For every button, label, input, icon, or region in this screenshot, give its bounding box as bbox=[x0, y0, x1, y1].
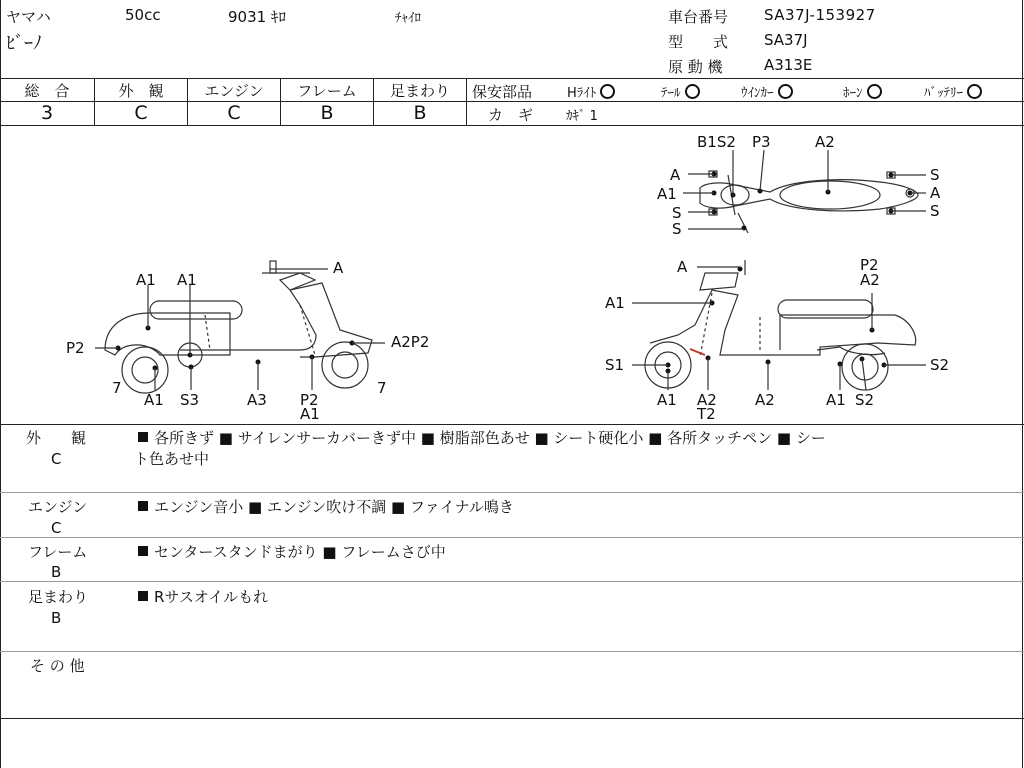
svg-text:A2: A2 bbox=[755, 391, 775, 409]
grade-label-engine: エンジン bbox=[204, 82, 264, 100]
rule-header-bottom bbox=[0, 78, 1024, 79]
svg-text:A2P2: A2P2 bbox=[391, 333, 430, 351]
safety-item-headlight: Hﾗｲﾄ bbox=[567, 82, 615, 101]
note-text-exterior-cont: ト色あせ中 bbox=[134, 450, 210, 468]
svg-text:A1: A1 bbox=[826, 391, 846, 409]
svg-text:P2: P2 bbox=[300, 391, 319, 409]
ok-mark-icon bbox=[778, 84, 793, 99]
rule-note4 bbox=[0, 651, 1024, 652]
svg-text:B1S2: B1S2 bbox=[697, 133, 736, 151]
svg-text:P2: P2 bbox=[860, 256, 879, 274]
engine-label: 原 動 機 bbox=[668, 58, 723, 76]
grade-label-exterior: 外 観 bbox=[118, 82, 164, 100]
color: ﾁｬｲﾛ bbox=[395, 11, 421, 26]
svg-text:A1: A1 bbox=[144, 391, 164, 409]
svg-text:A3: A3 bbox=[247, 391, 267, 409]
svg-text:P3: P3 bbox=[752, 133, 771, 151]
rule-note3 bbox=[0, 581, 1024, 582]
right-view-leaders bbox=[632, 267, 926, 390]
svg-text:S1: S1 bbox=[605, 356, 625, 374]
grade-label-overall: 総 合 bbox=[24, 82, 70, 100]
mileage: 9031 ｷﾛ bbox=[228, 8, 286, 26]
rule-safety-mid bbox=[466, 101, 1024, 102]
bullet-icon bbox=[138, 546, 148, 556]
svg-text:A2: A2 bbox=[697, 391, 717, 409]
note-text-frame: センタースタンドまがり ■ フレームさび中 bbox=[138, 541, 446, 563]
ok-mark-icon bbox=[685, 84, 700, 99]
svg-text:P2: P2 bbox=[66, 339, 85, 357]
left-view-labels bbox=[66, 259, 429, 423]
note-text-exterior: 各所きず ■ サイレンサーカバーきず中 ■ 樹脂部色あせ ■ シート硬化小 ■ 各所タッチペン ■ シー bbox=[138, 427, 826, 449]
svg-text:S3: S3 bbox=[180, 391, 200, 409]
note-grade-frame: B bbox=[51, 563, 62, 581]
top-view-points bbox=[712, 172, 913, 231]
rule-v5 bbox=[466, 78, 467, 125]
ok-mark-icon bbox=[867, 84, 882, 99]
grade-value-suspension: B bbox=[413, 102, 427, 124]
displacement: 50cc bbox=[125, 6, 161, 24]
top-view-leaders bbox=[683, 150, 926, 229]
bullet-icon bbox=[138, 501, 148, 511]
grade-label-suspension: 足まわり bbox=[389, 82, 450, 100]
rule-note5 bbox=[0, 718, 1024, 719]
svg-text:A1: A1 bbox=[136, 271, 156, 289]
ok-mark-icon bbox=[600, 84, 615, 99]
svg-text:A: A bbox=[930, 184, 941, 202]
svg-text:S2: S2 bbox=[855, 391, 875, 409]
engine-value: A313E bbox=[764, 56, 813, 74]
right-view-labels bbox=[605, 256, 949, 423]
right-view-points bbox=[666, 267, 887, 374]
model-name: ﾋﾞｰﾉ bbox=[6, 33, 42, 54]
note-grade-engine: C bbox=[51, 519, 62, 537]
safety-item-winker: ｳｲﾝｶｰ bbox=[741, 82, 793, 101]
svg-text:A1: A1 bbox=[657, 391, 677, 409]
key-label: カ ギ bbox=[488, 106, 534, 124]
note-text-suspension: Rサスオイルもれ bbox=[138, 586, 268, 608]
safety-item-horn: ﾎｰﾝ bbox=[843, 82, 882, 101]
grade-value-engine: C bbox=[227, 102, 241, 124]
svg-text:A1: A1 bbox=[657, 185, 677, 203]
note-label-suspension: 足まわり bbox=[28, 588, 89, 606]
rule-note2 bbox=[0, 537, 1024, 538]
maker: ヤマハ bbox=[6, 8, 51, 26]
svg-text:A1: A1 bbox=[177, 271, 197, 289]
grade-label-frame: フレーム bbox=[297, 82, 357, 100]
note-label-frame: フレーム bbox=[28, 543, 88, 561]
vin-value: SA37J-153927 bbox=[764, 6, 876, 24]
svg-text:S: S bbox=[930, 202, 940, 220]
svg-text:S: S bbox=[672, 220, 682, 238]
safety-label: 保安部品 bbox=[472, 83, 533, 101]
svg-text:S: S bbox=[672, 204, 682, 222]
svg-text:A: A bbox=[670, 166, 681, 184]
safety-item-tail: ﾃｰﾙ bbox=[661, 82, 700, 101]
rule-note1 bbox=[0, 492, 1024, 493]
bullet-icon bbox=[138, 591, 148, 601]
ok-mark-icon bbox=[967, 84, 982, 99]
svg-text:A: A bbox=[333, 259, 344, 277]
type-label: 型 式 bbox=[668, 33, 729, 51]
svg-text:7: 7 bbox=[112, 379, 122, 397]
damage-diagram bbox=[0, 125, 1024, 425]
note-label-exterior: 外 観 bbox=[26, 429, 87, 447]
svg-text:S: S bbox=[930, 166, 940, 184]
vin-label: 車台番号 bbox=[668, 8, 729, 26]
svg-text:A1: A1 bbox=[300, 405, 320, 423]
safety-item-battery: ﾊﾞｯﾃﾘｰ bbox=[924, 82, 982, 101]
note-grade-suspension: B bbox=[51, 609, 62, 627]
grade-value-exterior: C bbox=[134, 102, 148, 124]
bullet-icon bbox=[138, 432, 148, 442]
grade-value-overall: 3 bbox=[40, 102, 54, 124]
note-grade-exterior: C bbox=[51, 450, 62, 468]
note-label-engine: エンジン bbox=[28, 498, 88, 516]
svg-text:7: 7 bbox=[377, 379, 387, 397]
svg-text:S2: S2 bbox=[930, 356, 950, 374]
svg-text:T2: T2 bbox=[697, 405, 716, 423]
note-text-engine: エンジン音小 ■ エンジン吹け不調 ■ ファイナル鳴き bbox=[138, 496, 514, 518]
grade-value-frame: B bbox=[320, 102, 334, 124]
type-value: SA37J bbox=[764, 31, 808, 49]
key-value: ｶｷﾞ 1 bbox=[566, 109, 598, 124]
svg-text:A2: A2 bbox=[815, 133, 835, 151]
svg-text:A1: A1 bbox=[605, 294, 625, 312]
svg-text:A: A bbox=[677, 258, 688, 276]
svg-text:A2: A2 bbox=[860, 271, 880, 289]
note-label-other: そ の 他 bbox=[30, 657, 85, 675]
